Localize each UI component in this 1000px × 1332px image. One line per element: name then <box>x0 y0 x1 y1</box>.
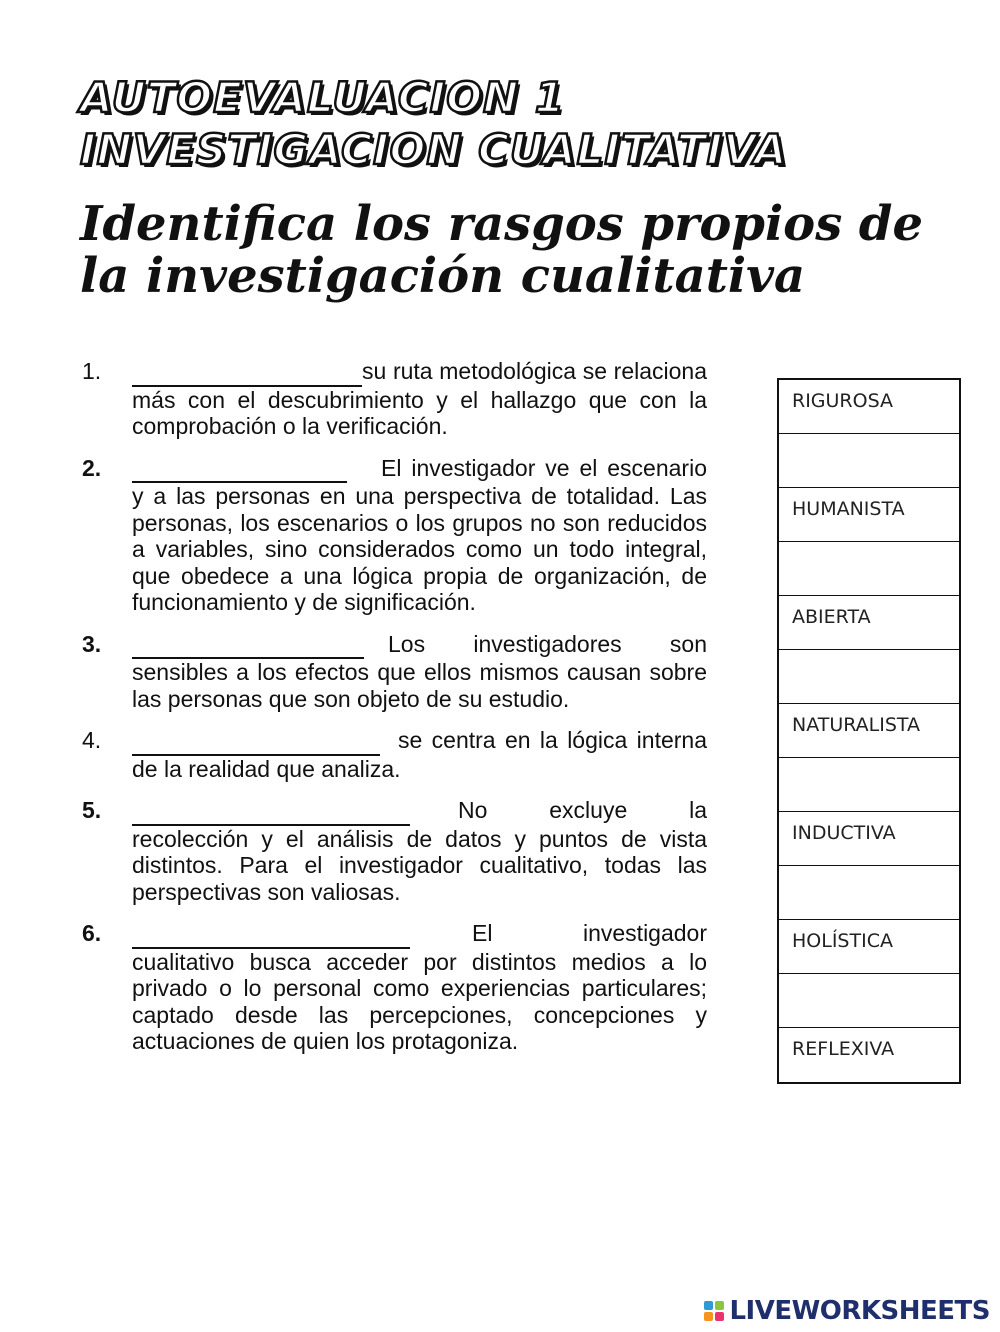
option-abierta[interactable]: ABIERTA <box>779 596 959 650</box>
question-number: 2. <box>82 454 102 481</box>
question-list <box>82 358 707 1070</box>
option-naturalista[interactable]: NATURALISTA <box>779 704 959 758</box>
question-2 <box>82 455 707 616</box>
question-text: Los investigadores son sensibles a los efectos que ellos mismos causan sobre las personas que son objeto de su estudio. <box>132 630 707 712</box>
question-1 <box>82 358 707 440</box>
question-3 <box>82 631 707 713</box>
instruction-line-2: la investigación cualitativa <box>80 248 806 304</box>
answer-blank-2[interactable] <box>132 459 347 483</box>
logo-square <box>704 1301 713 1310</box>
answer-blank-5[interactable] <box>132 802 410 826</box>
question-text: El investigador cualitativo busca acceder por distintos medios a lo privado o lo personal como experiencias particulares; captado desde las percepciones, concepciones y actuaciones de quien los protagoniza. <box>132 920 707 1054</box>
question-number: 4. <box>82 727 102 753</box>
option-inductiva[interactable]: INDUCTIVA <box>779 812 959 866</box>
question-5 <box>82 797 707 905</box>
answer-blank-6[interactable] <box>132 925 410 949</box>
liveworksheets-logo <box>704 1296 990 1326</box>
title-block <box>80 72 980 176</box>
question-number: 1. <box>82 358 102 384</box>
option-empty-slot <box>779 434 959 488</box>
logo-square <box>704 1312 713 1321</box>
question-text: se centra en la lógica interna de la realidad que analiza. <box>132 727 707 782</box>
option-empty-slot <box>779 974 959 1028</box>
answer-options-box <box>777 378 961 1084</box>
answer-blank-4[interactable] <box>132 732 380 756</box>
instruction-block <box>80 198 980 302</box>
option-holistica[interactable]: HOLÍSTICA <box>779 920 959 974</box>
title-line-2: INVESTIGACION CUALITATIVA <box>80 125 788 174</box>
option-empty-slot <box>779 866 959 920</box>
question-text: No excluye la recolección y el análisis de datos y puntos de vista distintos. Para el investigador cualitativo, todas las perspectivas son valiosas. <box>132 797 707 905</box>
question-number: 5. <box>82 797 102 823</box>
logo-square <box>715 1312 724 1321</box>
question-text: su ruta metodológica se relaciona más con el descubrimiento y el hallazgo que con la comprobación o la verificación. <box>132 358 707 439</box>
option-rigurosa[interactable]: RIGUROSA <box>779 380 959 434</box>
question-4 <box>82 727 707 782</box>
question-text: El investigador ve el escenario y a las personas en una perspectiva de totalidad. Las personas, los escenarios o los grupos no son reducidos a variables, sino considerados como un todo integral, que obedece a una lógica propia de organización, de funcionamiento y de significación. <box>132 454 707 615</box>
option-humanista[interactable]: HUMANISTA <box>779 488 959 542</box>
option-empty-slot <box>779 758 959 812</box>
logo-square <box>715 1301 724 1310</box>
question-6 <box>82 920 707 1055</box>
option-reflexiva[interactable]: REFLEXIVA <box>792 1038 895 1060</box>
answer-blank-1[interactable] <box>132 363 362 387</box>
title-line-1: AUTOEVALUACION 1 <box>80 73 565 122</box>
answer-blank-3[interactable] <box>132 635 364 659</box>
option-empty-slot <box>779 650 959 704</box>
instruction-line-1: Identifica los rasgos propios de <box>80 196 924 252</box>
liveworksheets-logo-icon <box>704 1301 724 1321</box>
logo-text: LIVEWORKSHEETS <box>729 1296 990 1326</box>
option-empty-slot <box>779 542 959 596</box>
question-number: 3. <box>82 630 102 657</box>
question-number: 6. <box>82 920 102 946</box>
